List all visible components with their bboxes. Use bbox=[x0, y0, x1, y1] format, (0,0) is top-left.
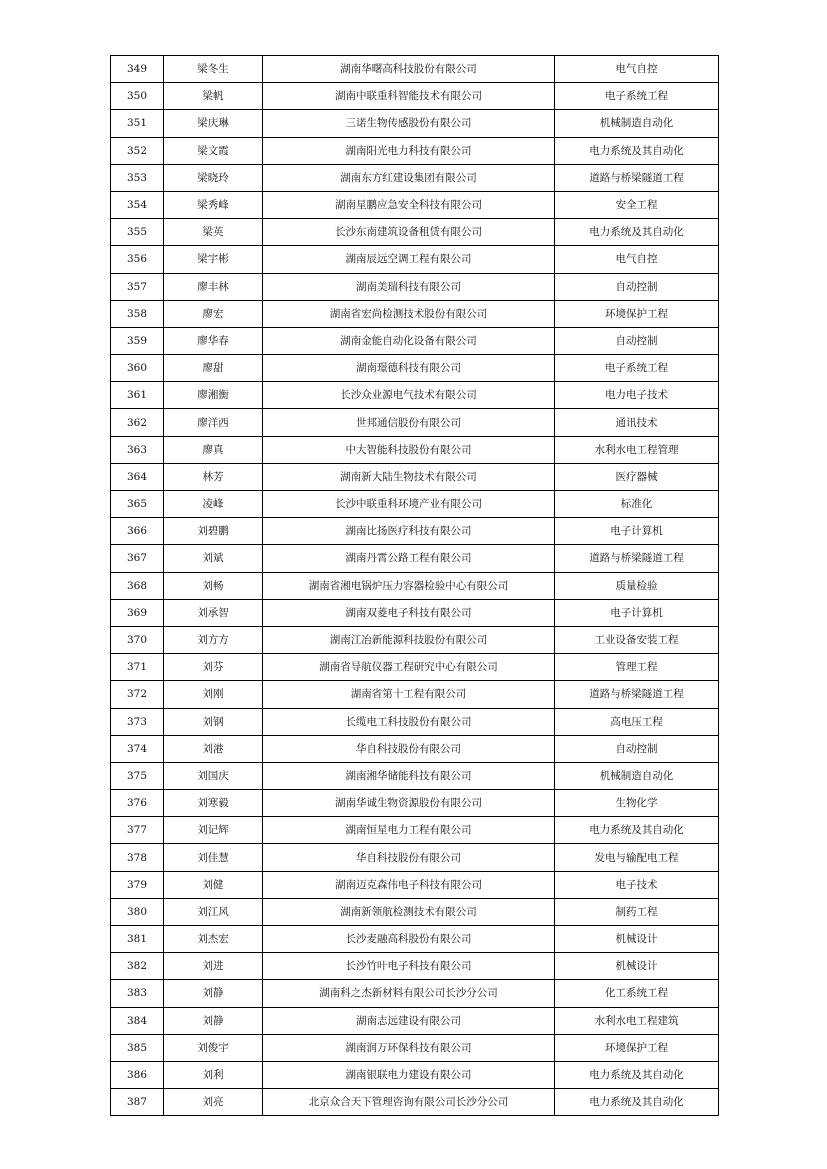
organization-cell: 湖南金能自动化设备有限公司 bbox=[263, 327, 555, 354]
person-name-cell: 刘江风 bbox=[164, 898, 263, 925]
person-name-cell: 刘方方 bbox=[164, 626, 263, 653]
person-name-cell: 梁英 bbox=[164, 219, 263, 246]
table-row bbox=[111, 599, 719, 626]
table-row bbox=[111, 844, 719, 871]
table-row bbox=[111, 790, 719, 817]
specialty-cell: 工业设备安装工程 bbox=[555, 626, 719, 653]
organization-cell: 湖南辰远空调工程有限公司 bbox=[263, 246, 555, 273]
table-row bbox=[111, 164, 719, 191]
row-number-cell: 365 bbox=[111, 491, 164, 518]
specialty-cell: 自动控制 bbox=[555, 327, 719, 354]
table-row bbox=[111, 137, 719, 164]
organization-cell: 湖南比扬医疗科技有限公司 bbox=[263, 518, 555, 545]
table-row bbox=[111, 953, 719, 980]
person-name-cell: 刘国庆 bbox=[164, 762, 263, 789]
row-number-cell: 373 bbox=[111, 708, 164, 735]
organization-cell: 华自科技股份有限公司 bbox=[263, 844, 555, 871]
row-number-cell: 384 bbox=[111, 1007, 164, 1034]
organization-cell: 湖南江冶新能源科技股份有限公司 bbox=[263, 626, 555, 653]
organization-cell: 北京众合天下管理咨询有限公司长沙分公司 bbox=[263, 1089, 555, 1116]
table-row bbox=[111, 654, 719, 681]
person-name-cell: 刘斌 bbox=[164, 545, 263, 572]
specialty-cell: 电力系统及其自动化 bbox=[555, 817, 719, 844]
row-number-cell: 385 bbox=[111, 1034, 164, 1061]
organization-cell: 湖南省湘电锅炉压力容器检验中心有限公司 bbox=[263, 572, 555, 599]
person-name-cell: 刘寒毅 bbox=[164, 790, 263, 817]
organization-cell: 湖南东方红建设集团有限公司 bbox=[263, 164, 555, 191]
specialty-cell: 电子计算机 bbox=[555, 518, 719, 545]
table-row bbox=[111, 626, 719, 653]
row-number-cell: 383 bbox=[111, 980, 164, 1007]
table-row bbox=[111, 708, 719, 735]
organization-cell: 湖南中联重科智能技术有限公司 bbox=[263, 83, 555, 110]
table-row bbox=[111, 926, 719, 953]
person-name-cell: 廖湘衡 bbox=[164, 382, 263, 409]
organization-cell: 湖南恒星电力工程有限公司 bbox=[263, 817, 555, 844]
specialty-cell: 环境保护工程 bbox=[555, 1034, 719, 1061]
roster-table-body bbox=[111, 56, 719, 1116]
person-name-cell: 刘俊宇 bbox=[164, 1034, 263, 1061]
specialty-cell: 安全工程 bbox=[555, 191, 719, 218]
person-name-cell: 刘进 bbox=[164, 953, 263, 980]
organization-cell: 湖南银联电力建设有限公司 bbox=[263, 1061, 555, 1088]
specialty-cell: 道路与桥梁隧道工程 bbox=[555, 164, 719, 191]
specialty-cell: 高电压工程 bbox=[555, 708, 719, 735]
person-name-cell: 刘钢 bbox=[164, 708, 263, 735]
table-row bbox=[111, 463, 719, 490]
row-number-cell: 381 bbox=[111, 926, 164, 953]
specialty-cell: 自动控制 bbox=[555, 735, 719, 762]
organization-cell: 湖南省导航仪器工程研究中心有限公司 bbox=[263, 654, 555, 681]
person-name-cell: 刘碧鹏 bbox=[164, 518, 263, 545]
organization-cell: 湖南新大陆生物技术有限公司 bbox=[263, 463, 555, 490]
specialty-cell: 发电与输配电工程 bbox=[555, 844, 719, 871]
table-row bbox=[111, 382, 719, 409]
row-number-cell: 369 bbox=[111, 599, 164, 626]
specialty-cell: 机械设计 bbox=[555, 953, 719, 980]
row-number-cell: 349 bbox=[111, 56, 164, 83]
row-number-cell: 367 bbox=[111, 545, 164, 572]
person-name-cell: 刘记辉 bbox=[164, 817, 263, 844]
row-number-cell: 375 bbox=[111, 762, 164, 789]
person-name-cell: 廖真 bbox=[164, 436, 263, 463]
organization-cell: 长沙中联重科环境产业有限公司 bbox=[263, 491, 555, 518]
person-name-cell: 梁冬生 bbox=[164, 56, 263, 83]
person-name-cell: 梁秀峰 bbox=[164, 191, 263, 218]
row-number-cell: 377 bbox=[111, 817, 164, 844]
row-number-cell: 357 bbox=[111, 273, 164, 300]
person-name-cell: 梁文霞 bbox=[164, 137, 263, 164]
person-name-cell: 廖丰林 bbox=[164, 273, 263, 300]
person-name-cell: 刘畅 bbox=[164, 572, 263, 599]
person-name-cell: 刘佳慧 bbox=[164, 844, 263, 871]
row-number-cell: 376 bbox=[111, 790, 164, 817]
specialty-cell: 机械制造自动化 bbox=[555, 762, 719, 789]
person-name-cell: 梁晓玲 bbox=[164, 164, 263, 191]
roster-table bbox=[110, 55, 719, 1116]
table-row bbox=[111, 327, 719, 354]
table-row bbox=[111, 980, 719, 1007]
person-name-cell: 刘静 bbox=[164, 1007, 263, 1034]
specialty-cell: 标准化 bbox=[555, 491, 719, 518]
row-number-cell: 386 bbox=[111, 1061, 164, 1088]
specialty-cell: 环境保护工程 bbox=[555, 300, 719, 327]
table-row bbox=[111, 436, 719, 463]
row-number-cell: 358 bbox=[111, 300, 164, 327]
organization-cell: 湖南省宏尚检测技术股份有限公司 bbox=[263, 300, 555, 327]
table-row bbox=[111, 83, 719, 110]
organization-cell: 世邦通信股份有限公司 bbox=[263, 409, 555, 436]
organization-cell: 三诺生物传感股份有限公司 bbox=[263, 110, 555, 137]
person-name-cell: 刘静 bbox=[164, 980, 263, 1007]
organization-cell: 长沙竹叶电子科技有限公司 bbox=[263, 953, 555, 980]
specialty-cell: 机械制造自动化 bbox=[555, 110, 719, 137]
table-row bbox=[111, 56, 719, 83]
row-number-cell: 380 bbox=[111, 898, 164, 925]
person-name-cell: 梁帆 bbox=[164, 83, 263, 110]
row-number-cell: 379 bbox=[111, 871, 164, 898]
table-row bbox=[111, 1061, 719, 1088]
table-row bbox=[111, 817, 719, 844]
row-number-cell: 387 bbox=[111, 1089, 164, 1116]
specialty-cell: 电力系统及其自动化 bbox=[555, 137, 719, 164]
table-row bbox=[111, 491, 719, 518]
person-name-cell: 梁庆琳 bbox=[164, 110, 263, 137]
table-row bbox=[111, 762, 719, 789]
person-name-cell: 廖甜 bbox=[164, 355, 263, 382]
organization-cell: 长缆电工科技股份有限公司 bbox=[263, 708, 555, 735]
table-row bbox=[111, 898, 719, 925]
specialty-cell: 制药工程 bbox=[555, 898, 719, 925]
person-name-cell: 刘刚 bbox=[164, 681, 263, 708]
table-row bbox=[111, 735, 719, 762]
person-name-cell: 林芳 bbox=[164, 463, 263, 490]
specialty-cell: 通讯技术 bbox=[555, 409, 719, 436]
specialty-cell: 电子系统工程 bbox=[555, 355, 719, 382]
table-row bbox=[111, 545, 719, 572]
table-row bbox=[111, 1034, 719, 1061]
organization-cell: 湖南丹霄公路工程有限公司 bbox=[263, 545, 555, 572]
row-number-cell: 378 bbox=[111, 844, 164, 871]
row-number-cell: 368 bbox=[111, 572, 164, 599]
organization-cell: 湖南润万环保科技有限公司 bbox=[263, 1034, 555, 1061]
organization-cell: 长沙众业源电气技术有限公司 bbox=[263, 382, 555, 409]
row-number-cell: 352 bbox=[111, 137, 164, 164]
person-name-cell: 刘芬 bbox=[164, 654, 263, 681]
organization-cell: 中大智能科技股份有限公司 bbox=[263, 436, 555, 463]
organization-cell: 长沙麦融高科股份有限公司 bbox=[263, 926, 555, 953]
specialty-cell: 医疗器械 bbox=[555, 463, 719, 490]
table-row bbox=[111, 219, 719, 246]
organization-cell: 湖南迈克森伟电子科技有限公司 bbox=[263, 871, 555, 898]
specialty-cell: 电力系统及其自动化 bbox=[555, 219, 719, 246]
specialty-cell: 道路与桥梁隧道工程 bbox=[555, 681, 719, 708]
organization-cell: 湖南省第十工程有限公司 bbox=[263, 681, 555, 708]
person-name-cell: 廖华春 bbox=[164, 327, 263, 354]
row-number-cell: 362 bbox=[111, 409, 164, 436]
table-row bbox=[111, 300, 719, 327]
table-row bbox=[111, 518, 719, 545]
row-number-cell: 356 bbox=[111, 246, 164, 273]
person-name-cell: 廖宏 bbox=[164, 300, 263, 327]
specialty-cell: 自动控制 bbox=[555, 273, 719, 300]
specialty-cell: 电子计算机 bbox=[555, 599, 719, 626]
organization-cell: 湖南阳光电力科技有限公司 bbox=[263, 137, 555, 164]
organization-cell: 长沙东南建筑设备租赁有限公司 bbox=[263, 219, 555, 246]
specialty-cell: 电力系统及其自动化 bbox=[555, 1089, 719, 1116]
specialty-cell: 电力系统及其自动化 bbox=[555, 1061, 719, 1088]
specialty-cell: 电气自控 bbox=[555, 56, 719, 83]
table-row bbox=[111, 409, 719, 436]
specialty-cell: 质量检验 bbox=[555, 572, 719, 599]
person-name-cell: 刘港 bbox=[164, 735, 263, 762]
specialty-cell: 电气自控 bbox=[555, 246, 719, 273]
row-number-cell: 366 bbox=[111, 518, 164, 545]
organization-cell: 湖南美瑞科技有限公司 bbox=[263, 273, 555, 300]
table-row bbox=[111, 1089, 719, 1116]
organization-cell: 湖南华诚生物资源股份有限公司 bbox=[263, 790, 555, 817]
person-name-cell: 凌峰 bbox=[164, 491, 263, 518]
person-name-cell: 刘利 bbox=[164, 1061, 263, 1088]
table-row bbox=[111, 1007, 719, 1034]
organization-cell: 湖南科之杰新材料有限公司长沙分公司 bbox=[263, 980, 555, 1007]
row-number-cell: 351 bbox=[111, 110, 164, 137]
table-row bbox=[111, 273, 719, 300]
row-number-cell: 361 bbox=[111, 382, 164, 409]
row-number-cell: 350 bbox=[111, 83, 164, 110]
table-row bbox=[111, 681, 719, 708]
organization-cell: 湖南华曙高科技股份有限公司 bbox=[263, 56, 555, 83]
row-number-cell: 353 bbox=[111, 164, 164, 191]
specialty-cell: 道路与桥梁隧道工程 bbox=[555, 545, 719, 572]
specialty-cell: 电子系统工程 bbox=[555, 83, 719, 110]
specialty-cell: 电子技术 bbox=[555, 871, 719, 898]
row-number-cell: 359 bbox=[111, 327, 164, 354]
specialty-cell: 机械设计 bbox=[555, 926, 719, 953]
table-row bbox=[111, 191, 719, 218]
row-number-cell: 371 bbox=[111, 654, 164, 681]
organization-cell: 湖南璟德科技有限公司 bbox=[263, 355, 555, 382]
organization-cell: 湖南志远建设有限公司 bbox=[263, 1007, 555, 1034]
table-row bbox=[111, 572, 719, 599]
row-number-cell: 364 bbox=[111, 463, 164, 490]
table-row bbox=[111, 355, 719, 382]
specialty-cell: 管理工程 bbox=[555, 654, 719, 681]
person-name-cell: 刘亮 bbox=[164, 1089, 263, 1116]
table-row bbox=[111, 871, 719, 898]
row-number-cell: 372 bbox=[111, 681, 164, 708]
table-row bbox=[111, 110, 719, 137]
table-row bbox=[111, 246, 719, 273]
organization-cell: 湖南双菱电子科技有限公司 bbox=[263, 599, 555, 626]
row-number-cell: 354 bbox=[111, 191, 164, 218]
row-number-cell: 382 bbox=[111, 953, 164, 980]
row-number-cell: 360 bbox=[111, 355, 164, 382]
organization-cell: 华自科技股份有限公司 bbox=[263, 735, 555, 762]
person-name-cell: 梁宇彬 bbox=[164, 246, 263, 273]
specialty-cell: 水利水电工程管理 bbox=[555, 436, 719, 463]
specialty-cell: 水利水电工程建筑 bbox=[555, 1007, 719, 1034]
row-number-cell: 363 bbox=[111, 436, 164, 463]
row-number-cell: 355 bbox=[111, 219, 164, 246]
person-name-cell: 廖洋西 bbox=[164, 409, 263, 436]
specialty-cell: 电力电子技术 bbox=[555, 382, 719, 409]
person-name-cell: 刘承智 bbox=[164, 599, 263, 626]
row-number-cell: 370 bbox=[111, 626, 164, 653]
organization-cell: 湖南星鹏应急安全科技有限公司 bbox=[263, 191, 555, 218]
person-name-cell: 刘杰宏 bbox=[164, 926, 263, 953]
row-number-cell: 374 bbox=[111, 735, 164, 762]
organization-cell: 湖南新领航检测技术有限公司 bbox=[263, 898, 555, 925]
specialty-cell: 生物化学 bbox=[555, 790, 719, 817]
person-name-cell: 刘健 bbox=[164, 871, 263, 898]
specialty-cell: 化工系统工程 bbox=[555, 980, 719, 1007]
organization-cell: 湖南湘华储能科技有限公司 bbox=[263, 762, 555, 789]
